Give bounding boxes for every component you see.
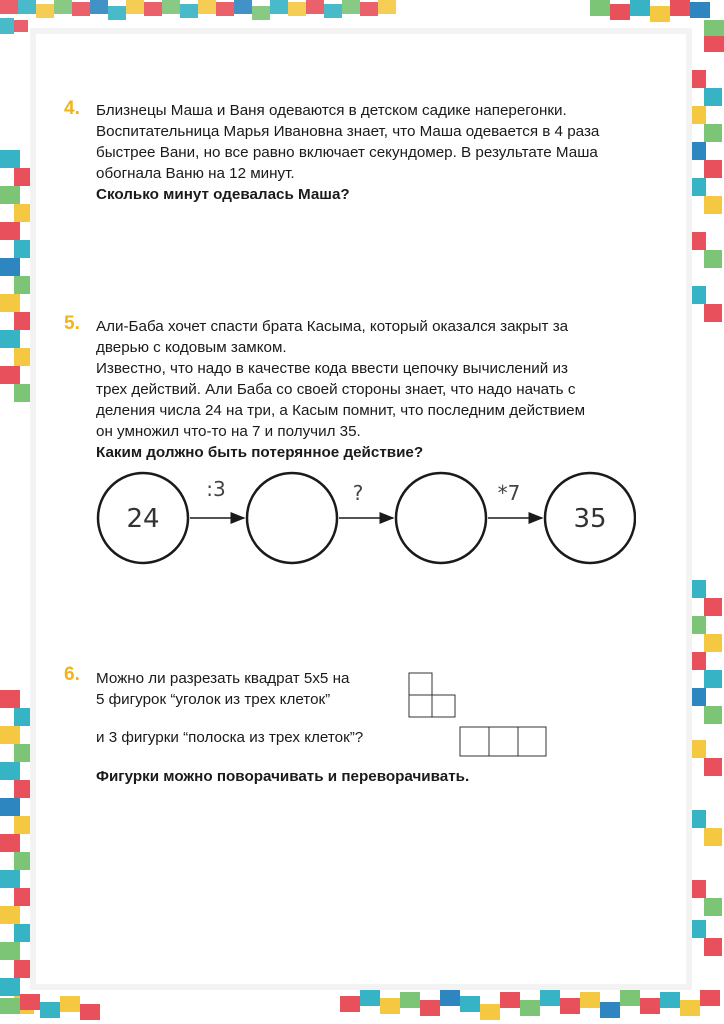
problem-5-line-6: он умножил что-то на 7 и получил 35. [96,423,361,440]
corner-figure-icon [408,672,458,720]
chain-circle-2[interactable] [247,473,337,563]
problem-6-number: 6. [64,664,80,685]
problem-6-line-1: Можно ли разрезать квадрат 5х5 на [96,670,350,687]
problem-4-line-4: обогнала Ваню на 12 минут. [96,165,295,182]
decorative-border-left-lower [0,690,40,1024]
decorative-border-left-upper [0,150,40,410]
problem-4-question: Сколько минут одевалась Маша? [96,186,350,203]
problem-4-line-2: Воспитательница Марья Ивановна знает, что Маша одевается в 4 раза [96,123,600,140]
chain-op-3: *7 [497,481,521,505]
chain-op-2: ? [352,481,364,505]
problem-5-line-4: трех действий. Али Баба со своей стороны знает, что надо начать с [96,381,576,398]
problem-5-text [96,316,672,463]
problem-5-question: Каким должно быть потерянное действие? [96,444,424,461]
problem-4-number: 4. [64,98,80,119]
chain-op-1: :3 [206,477,226,501]
problem-5-line-2: дверью с кодовым замком. [96,339,287,356]
chain-start-value: 24 [126,504,160,534]
problem-5-line-5: деления числа 24 на три, а Касым помнит, что последним действием [96,402,586,419]
decorative-border-bottom [340,990,724,1024]
chain-circle-3[interactable] [396,473,486,563]
chain-end-value: 35 [573,504,607,534]
decorative-border-bottom-left [0,994,100,1024]
problem-5-line-1: Али-Баба хочет спасти брата Касыма, который оказался закрыт за [96,318,569,335]
problem-5-line-3: Известно, что надо в качестве кода ввести цепочку вычислений из [96,360,568,377]
problem-4-text [96,100,672,205]
decorative-border-right-lower [688,580,724,960]
problem-4-line-3: быстрее Вани, но все равно включает секундомер. В результате Маша [96,144,598,161]
problem-4-line-1: Близнецы Маша и Ваня одеваются в детском садике наперегонки. [96,102,567,119]
decorative-border-right-upper [688,70,724,350]
problem-6-line-2: 5 фигурок “уголок из трех клеток” [96,691,331,708]
problem-6-line-3: и 3 фигурки “полоска из трех клеток”? [96,729,364,746]
calculation-chain [96,468,636,568]
strip-figure-icon [459,726,549,758]
problem-6-question: Фигурки можно поворачивать и переворачивать. [96,768,470,785]
problem-5-number: 5. [64,313,80,334]
